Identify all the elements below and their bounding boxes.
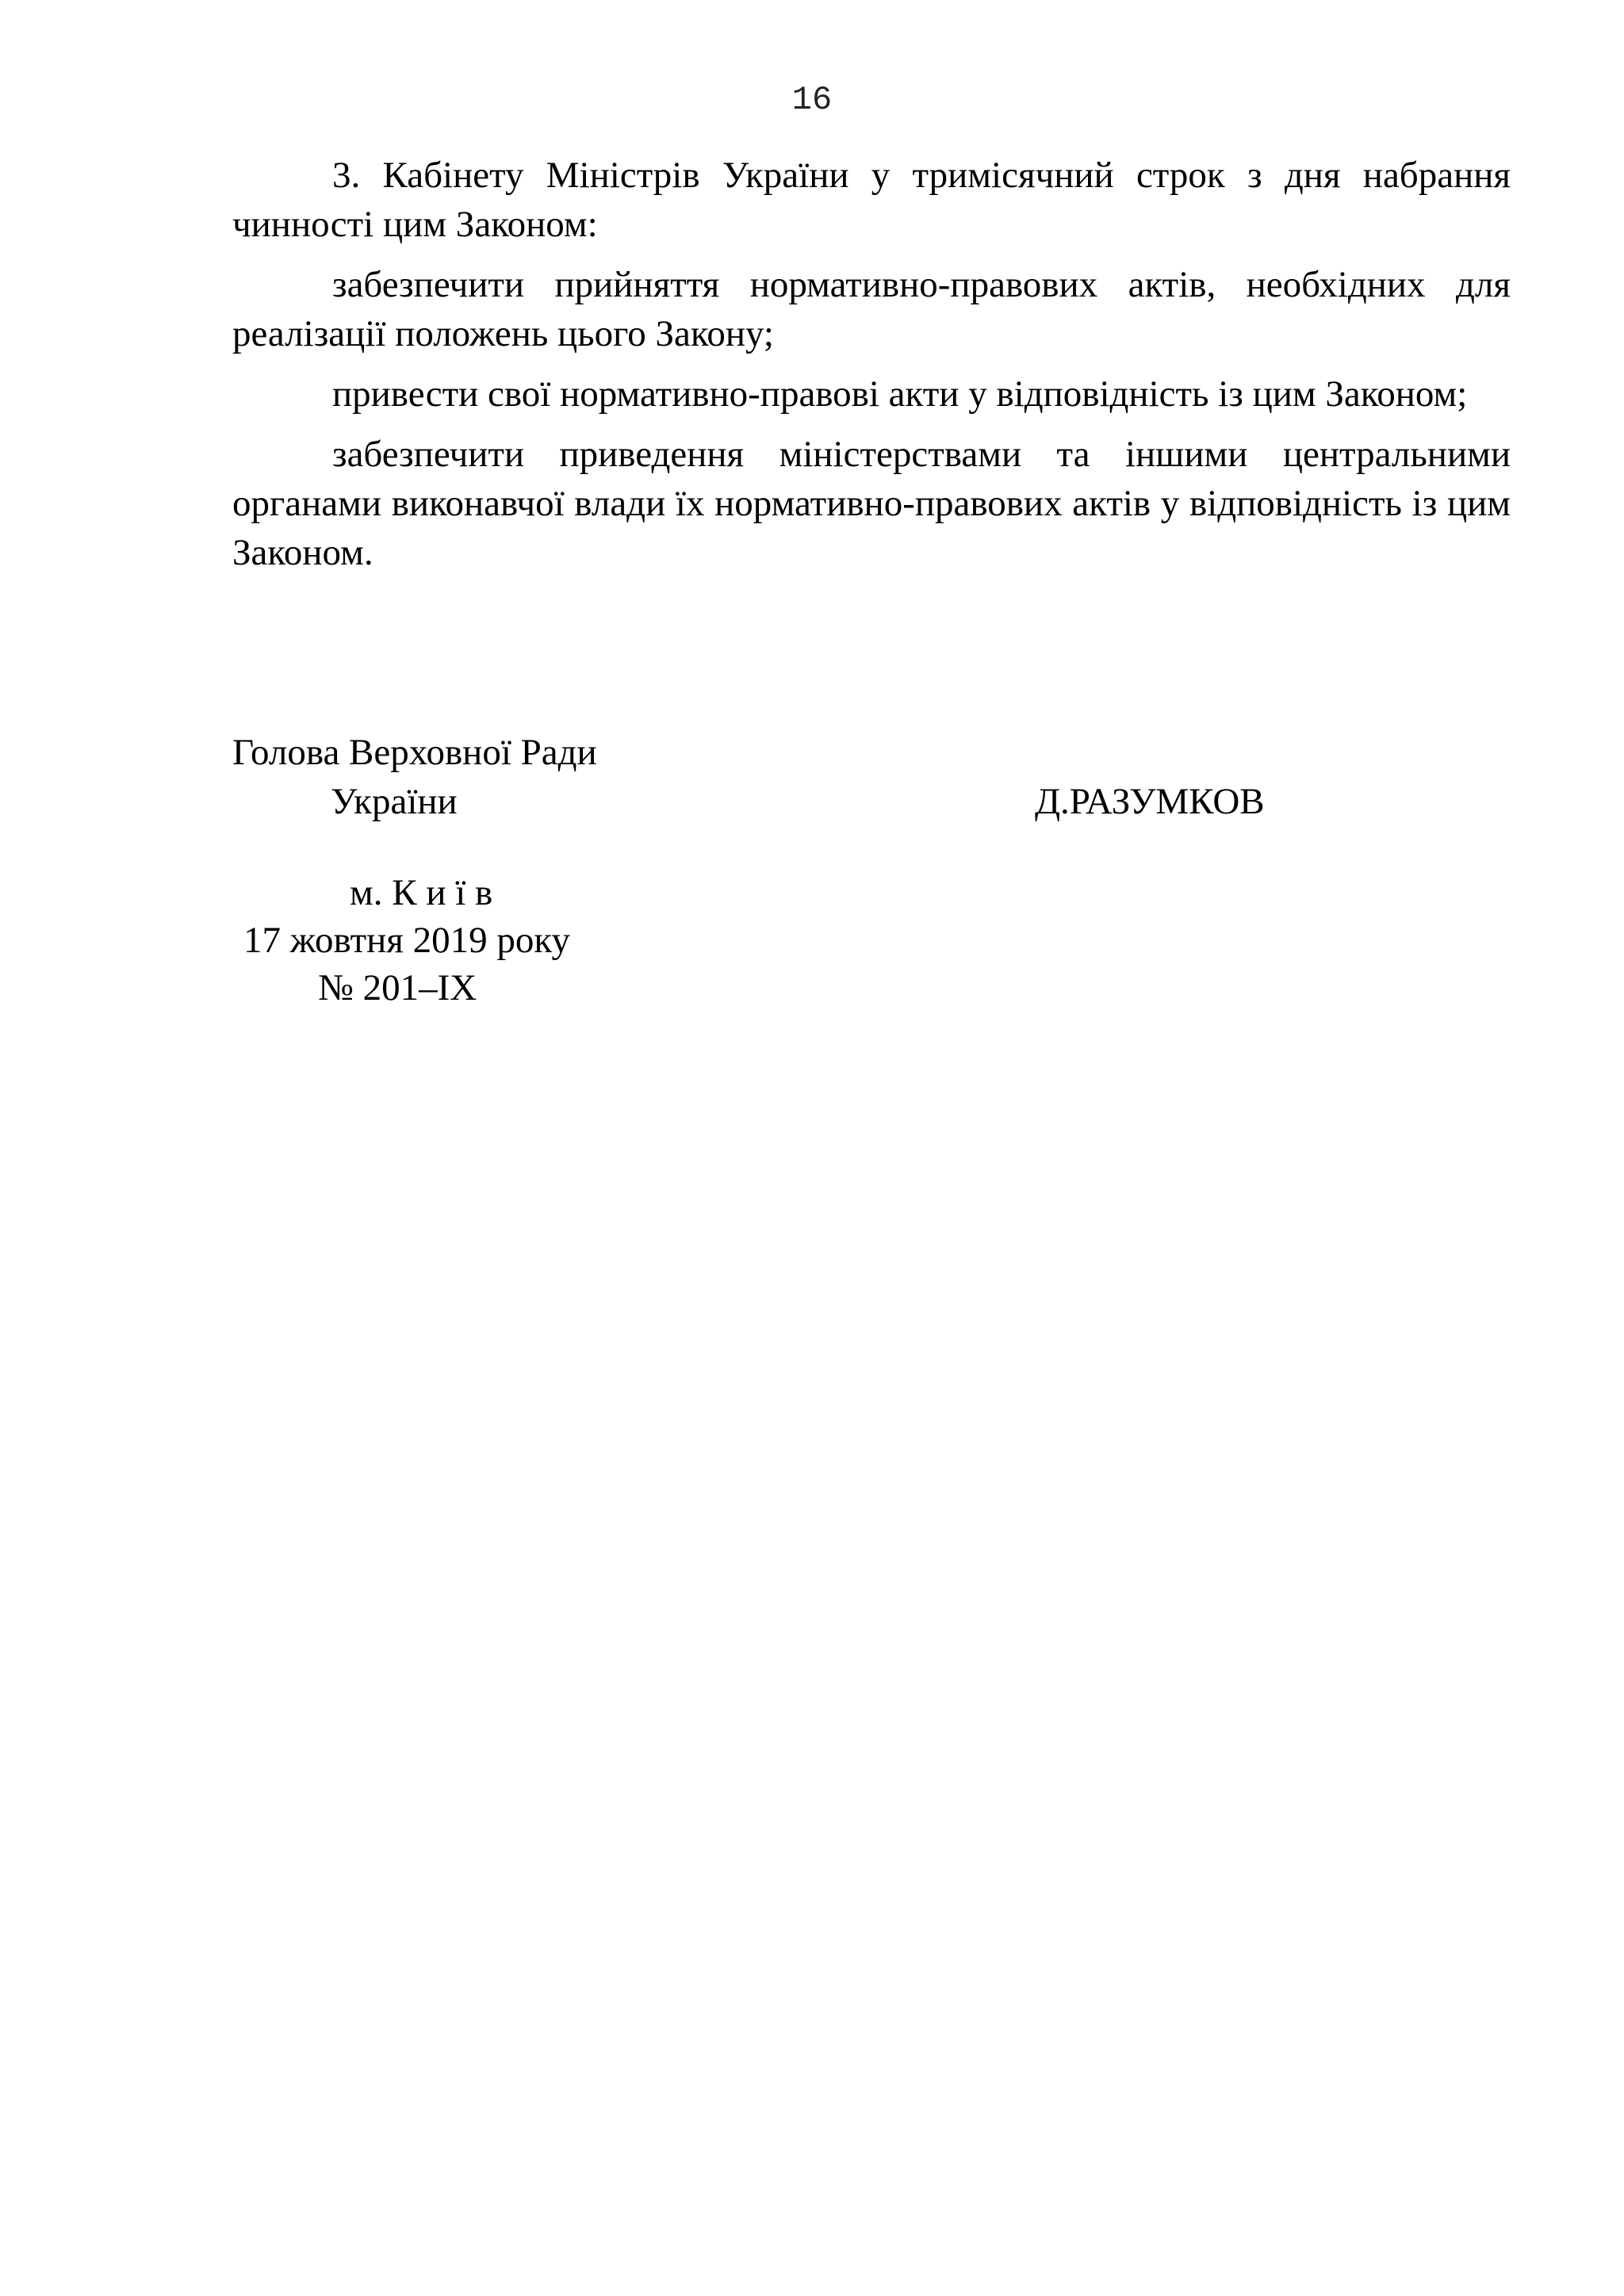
paragraph-bring-acts: привести свої нормативно-правові акти у відповідність із цим Законом; bbox=[332, 373, 1468, 415]
signatory-name: Д.РАЗУМКОВ bbox=[1035, 781, 1265, 822]
law-body-text bbox=[232, 151, 1511, 588]
signatory-title-line1: Голова Верховної Ради bbox=[232, 732, 597, 773]
law-number: № 201–IX bbox=[318, 967, 477, 1008]
paragraph-ensure-acts: забезпечити прийняття нормативно-правових актів, необхідних для реалізації положень цього Закону; bbox=[232, 264, 1511, 354]
page-number: 16 bbox=[791, 81, 833, 119]
paragraph-ministries-acts: забезпечити приведення міністерствами та іншими центральними органами виконавчої влади їх нормативно-правових актів у відповідність із цим Законом. bbox=[232, 434, 1511, 573]
signatory-title-line2: України bbox=[331, 781, 458, 822]
place-city: м. К и ї в bbox=[350, 872, 493, 913]
adoption-date: 17 жовтня 2019 року bbox=[243, 920, 571, 961]
place-date-block bbox=[232, 869, 613, 1012]
paragraph-cabinet-obligation: 3. Кабінету Міністрів України у тримісячний строк з дня набрання чинності цим Законом: bbox=[232, 155, 1511, 245]
